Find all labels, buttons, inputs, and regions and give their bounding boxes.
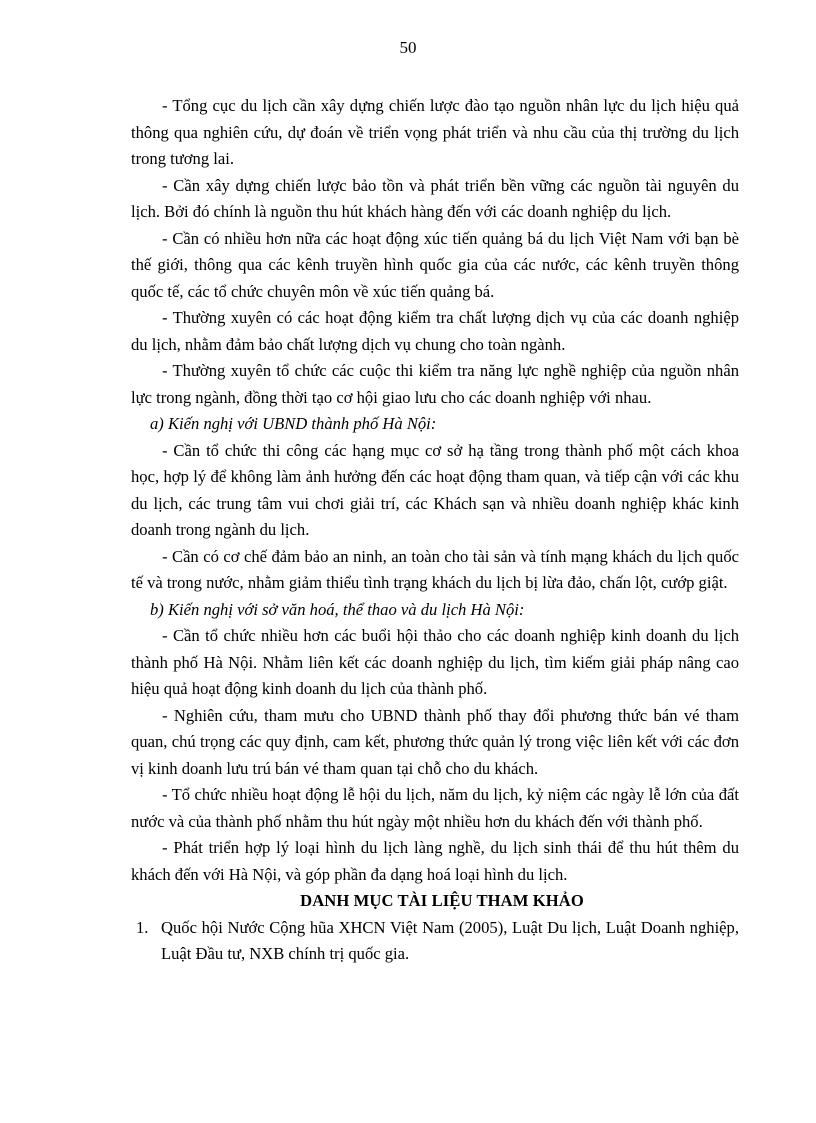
paragraph: - Cần có nhiều hơn nữa các hoạt động xúc tiến quảng bá du lịch Việt Nam với bạn bè thế giới, thông qua các kênh truyền hình quốc gia của các nước, các kênh truyền thông quốc tế, các tổ chức chuyên môn về xúc tiến quảng bá. bbox=[131, 228, 739, 301]
paragraph: - Tổ chức nhiều hoạt động lễ hội du lịch, năm du lịch, kỷ niệm các ngày lễ lớn của đất nước và của thành phố nhằm thu hút ngày một nhiều hơn du khách đến với thành phố. bbox=[131, 785, 739, 831]
page-number: 50 bbox=[399, 38, 417, 57]
section-b-heading: b) Kiến nghị với sở văn hoá, thể thao và du lịch Hà Nội: bbox=[150, 599, 525, 619]
reference-item bbox=[136, 915, 739, 968]
paragraph: - Thường xuyên tổ chức các cuộc thi kiểm tra năng lực nghề nghiệp của nguồn nhân lực trong ngành, đồng thời tạo cơ hội giao lưu cho các doanh nghiệp với nhau. bbox=[131, 361, 739, 407]
reference-number: 1. bbox=[136, 917, 149, 937]
paragraph: - Phát triển hợp lý loại hình du lịch làng nghề, du lịch sinh thái để thu hút thêm du khách đến với Hà Nội, và góp phần đa dạng hoá loại hình du lịch. bbox=[131, 838, 739, 884]
paragraph: - Cần tổ chức nhiều hơn các buổi hội thảo cho các doanh nghiệp kinh doanh du lịch thành phố Hà Nội. Nhằm liên kết các doanh nghiệp du lịch, tìm kiếm giải pháp nâng cao hiệu quả hoạt động kinh doanh du lịch của thành phố. bbox=[131, 626, 739, 698]
paragraph: - Tổng cục du lịch cần xây dựng chiến lược đào tạo nguồn nhân lực du lịch hiệu quả thông qua nghiên cứu, dự đoán về triển vọng phát triển và nhu cầu của thị trường du lịch trong tương lai. bbox=[131, 96, 739, 168]
paragraph: - Thường xuyên có các hoạt động kiểm tra chất lượng dịch vụ của các doanh nghiệp du lịch, nhằm đảm bảo chất lượng dịch vụ chung cho toàn ngành. bbox=[131, 308, 739, 354]
paragraph: - Cần có cơ chế đảm bảo an ninh, an toàn cho tài sản và tính mạng khách du lịch quốc tế và trong nước, nhằm giảm thiểu tình trạng khách du lịch bị lừa đảo, chấn lột, cướp giật. bbox=[131, 546, 739, 592]
reference-text: Quốc hội Nước Cộng hũa XHCN Việt Nam (2005), Luật Du lịch, Luật Doanh nghiệp, Luật Đầu tư, NXB chính trị quốc gia. bbox=[161, 917, 739, 963]
section-a-heading: a) Kiến nghị với UBND thành phố Hà Nội: bbox=[150, 414, 437, 433]
paragraph: - Nghiên cứu, tham mưu cho UBND thành phố thay đổi phương thức bán vé tham quan, chú trọng các quy định, cam kết, phương thức quản lý trong việc liên kết với các đơn vị kinh doanh lưu trú bán vé tham quan tại chỗ cho du khách. bbox=[131, 705, 739, 778]
references-title: DANH MỤC TÀI LIỆU THAM KHẢO bbox=[300, 891, 584, 910]
document-body bbox=[131, 93, 739, 968]
references-list bbox=[131, 915, 739, 968]
paragraph: - Cần xây dựng chiến lược bảo tồn và phát triển bền vững các nguồn tài nguyên du lịch. Bởi đó chính là nguồn thu hút khách hàng đến với các doanh nghiệp du lịch. bbox=[131, 175, 739, 221]
paragraph: - Cần tổ chức thi công các hạng mục cơ sở hạ tầng trong thành phố một cách khoa học, hợp lý để không làm ảnh hưởng đến các hoạt động tham quan, và tiếp cận với các khu du lịch, các trung tâm vui chơi giải trí, các Khách sạn và nhiều doanh nghiệp khác kinh doanh trong ngành du lịch. bbox=[131, 440, 739, 539]
